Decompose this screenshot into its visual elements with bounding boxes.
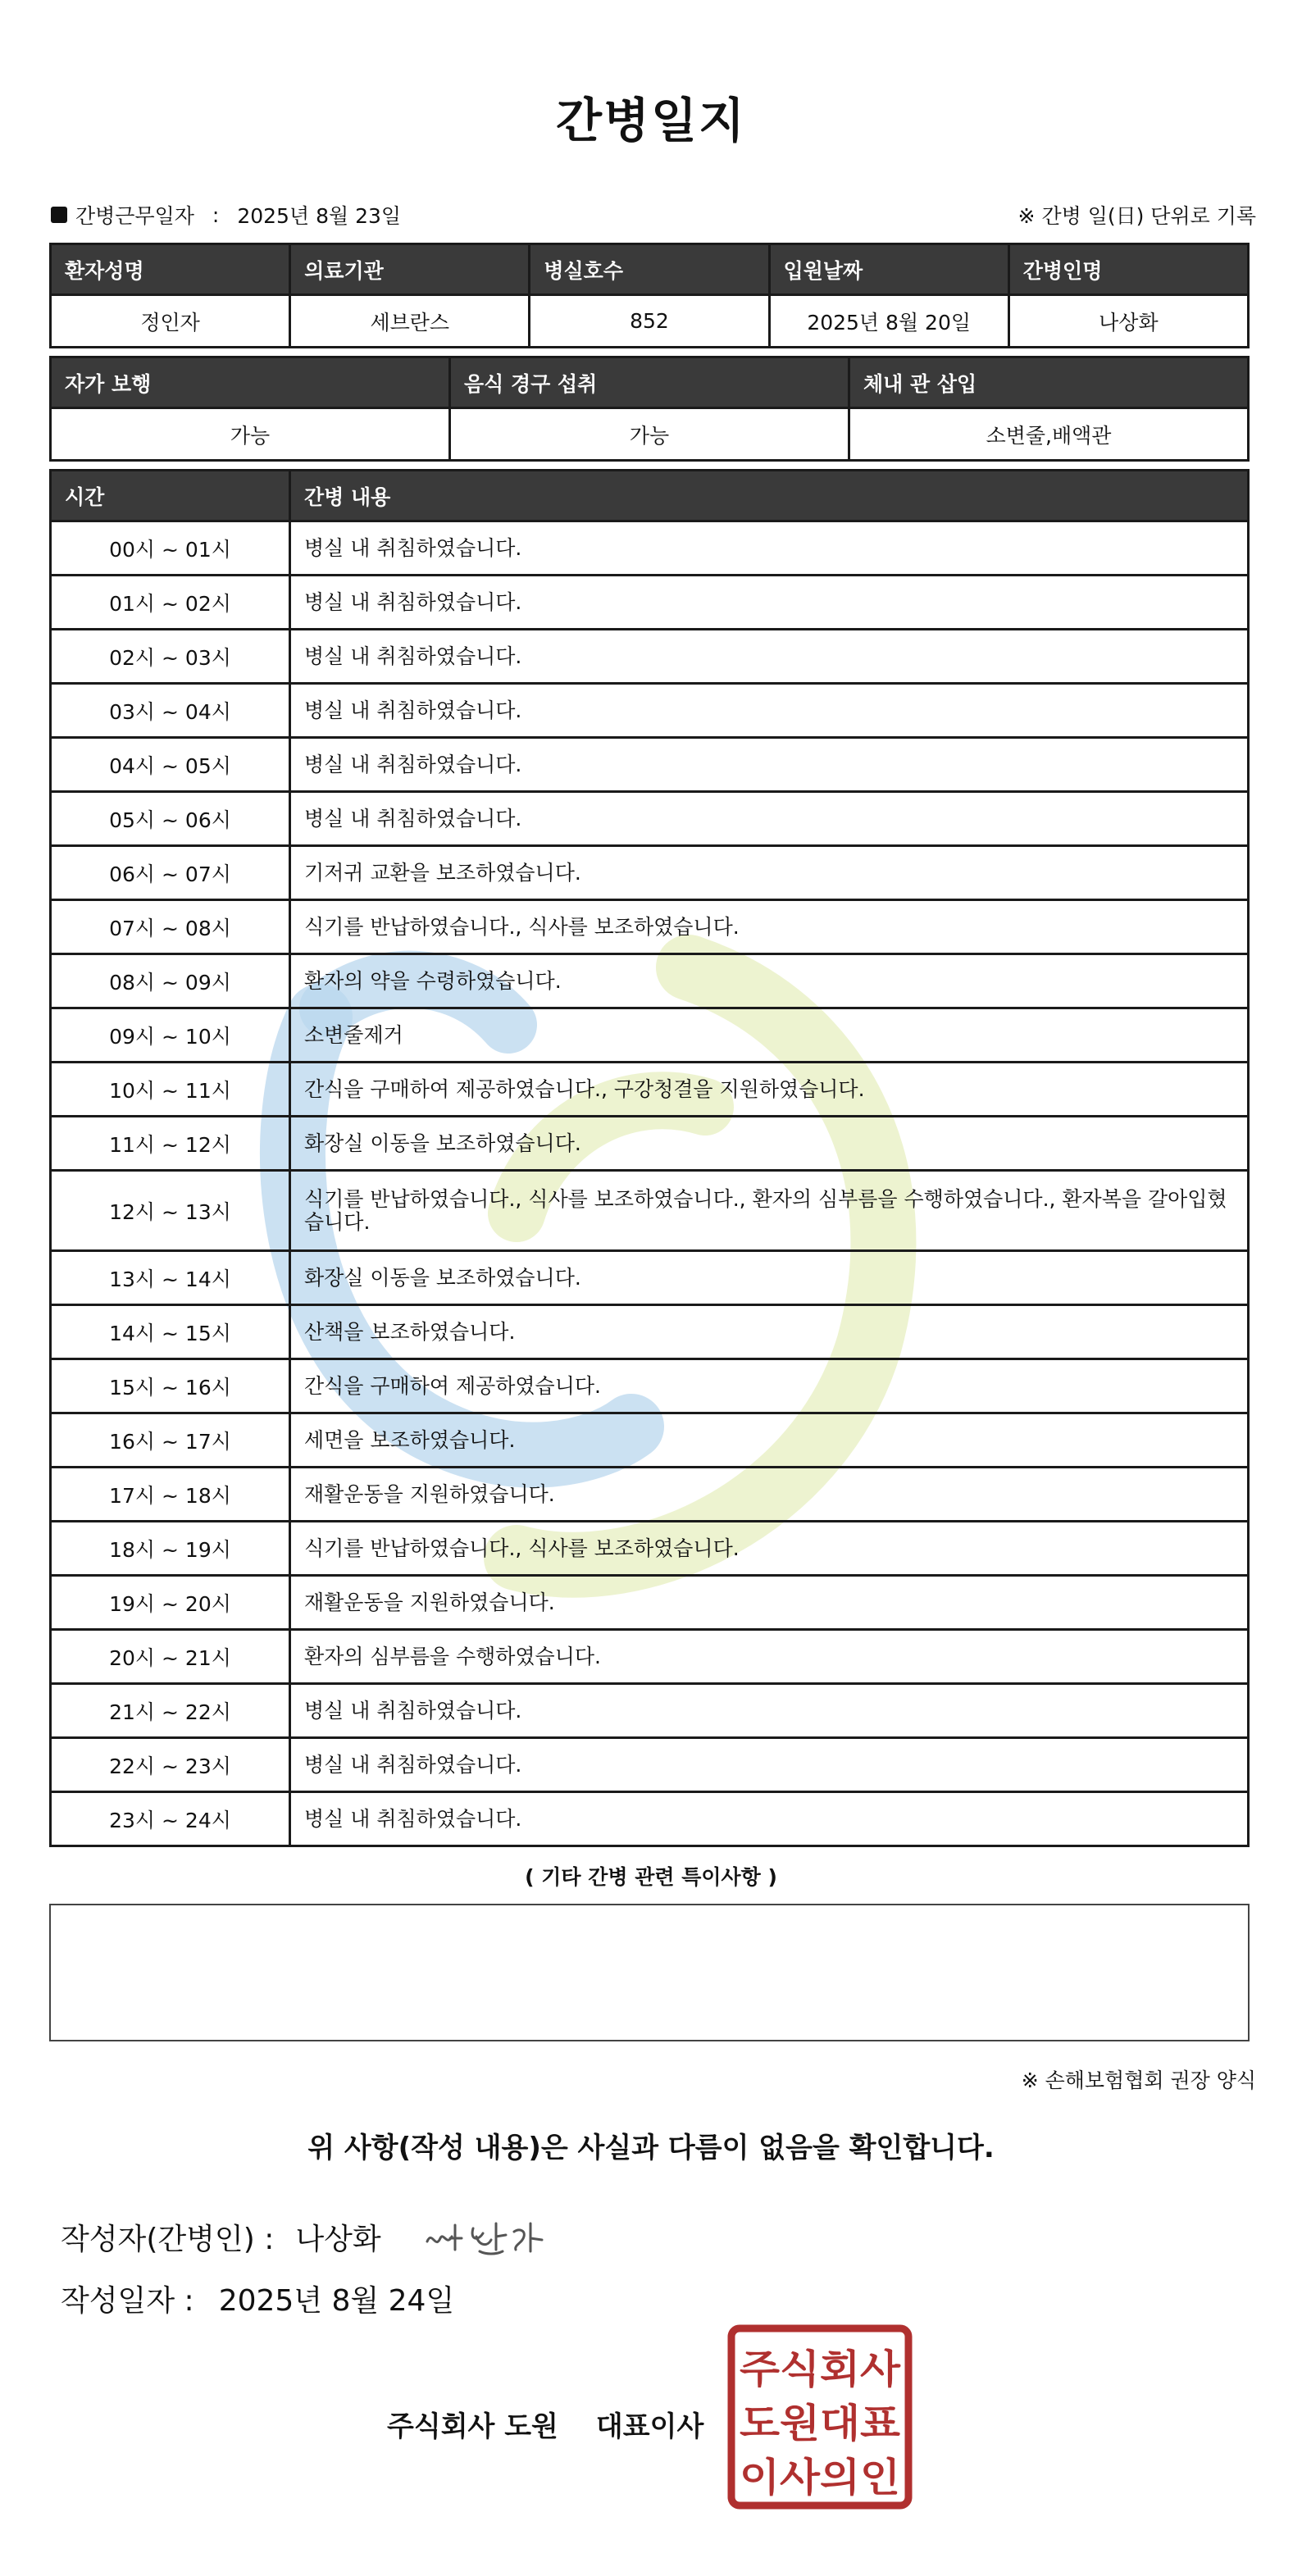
table-row (51, 1359, 1249, 1413)
table-row (51, 1008, 1249, 1063)
table-row (51, 738, 1249, 792)
square-bullet-icon (51, 207, 67, 223)
insurance-note: ※ 손해보험협회 권장 양식 (1021, 2069, 1256, 2092)
header-admission-date: 입원날짜 (769, 244, 1008, 295)
table-row (51, 846, 1249, 900)
table-row (51, 1413, 1249, 1468)
log-time: 08시 ~ 09시 (51, 954, 290, 1008)
table-row (51, 792, 1249, 846)
log-content: 간식을 구매하여 제공하였습니다. (290, 1359, 1249, 1413)
log-content: 식기를 반납하였습니다., 식사를 보조하였습니다. (290, 900, 1249, 954)
header-care-content: 간병 내용 (290, 471, 1249, 521)
table-row (51, 1684, 1249, 1738)
table-row (51, 1251, 1249, 1305)
table-row (51, 1630, 1249, 1684)
remarks-title: ( 기타 간병 관련 특이사항 ) (525, 1865, 777, 1889)
writer-label: 작성자(간병인) : (61, 2222, 275, 2256)
header-tube-insertion: 체내 관 삽입 (849, 357, 1249, 408)
log-time: 03시 ~ 04시 (51, 684, 290, 738)
work-date-label: 간병근무일자 (75, 204, 194, 228)
log-content: 재활운동을 지원하였습니다. (290, 1576, 1249, 1630)
table-row (51, 954, 1249, 1008)
self-walking-value: 가능 (51, 408, 450, 461)
log-time: 00시 ~ 01시 (51, 521, 290, 576)
svg-text:주식회사: 주식회사 (740, 2346, 901, 2392)
header-caregiver-name: 간병인명 (1008, 244, 1248, 295)
log-time: 04시 ~ 05시 (51, 738, 290, 792)
header-self-walking: 자가 보행 (51, 357, 450, 408)
written-date-label: 작성일자 : (61, 2284, 194, 2318)
log-time: 02시 ~ 03시 (51, 630, 290, 684)
table-row (51, 1305, 1249, 1359)
patient-name: 정인자 (51, 295, 290, 348)
log-time: 18시 ~ 19시 (51, 1522, 290, 1576)
log-time: 19시 ~ 20시 (51, 1576, 290, 1630)
table-row (51, 630, 1249, 684)
header-oral-intake: 음식 경구 섭취 (450, 357, 849, 408)
company-representative-title: 대표이사 (595, 2410, 704, 2443)
company-seal-icon (726, 2323, 913, 2510)
company-line (387, 2404, 703, 2444)
log-time: 14시 ~ 15시 (51, 1305, 290, 1359)
log-time: 06시 ~ 07시 (51, 846, 290, 900)
table-row (51, 1171, 1249, 1251)
log-time: 12시 ~ 13시 (51, 1171, 290, 1251)
log-time: 11시 ~ 12시 (51, 1117, 290, 1171)
svg-text:도원대표: 도원대표 (740, 2401, 901, 2446)
header-room-number: 병실호수 (530, 244, 769, 295)
log-content: 병실 내 취침하였습니다. (290, 521, 1249, 576)
oral-intake-value: 가능 (450, 408, 849, 461)
hospital-name: 세브란스 (290, 295, 530, 348)
log-content: 병실 내 취침하였습니다. (290, 792, 1249, 846)
room-number: 852 (530, 295, 769, 348)
work-date-value: 2025년 8월 23일 (237, 204, 402, 228)
log-content: 세면을 보조하였습니다. (290, 1413, 1249, 1468)
log-time: 23시 ~ 24시 (51, 1792, 290, 1846)
patient-info-table (49, 243, 1250, 348)
remarks-box (49, 1904, 1250, 2041)
table-row (51, 1063, 1249, 1117)
table-row (51, 576, 1249, 630)
table-row (51, 1522, 1249, 1576)
writer-name: 나상화 (295, 2222, 381, 2256)
log-time: 16시 ~ 17시 (51, 1413, 290, 1468)
log-time: 10시 ~ 11시 (51, 1063, 290, 1117)
log-time: 07시 ~ 08시 (51, 900, 290, 954)
log-time: 13시 ~ 14시 (51, 1251, 290, 1305)
confirmation-statement: 위 사항(작성 내용)은 사실과 다름이 없음을 확인합니다. (307, 2132, 995, 2164)
log-content: 병실 내 취침하였습니다. (290, 738, 1249, 792)
header-hospital: 의료기관 (290, 244, 530, 295)
table-row (51, 1468, 1249, 1522)
table-row (51, 1792, 1249, 1846)
company-name: 주식회사 도원 (387, 2410, 558, 2443)
table-row (51, 1738, 1249, 1792)
log-content: 식기를 반납하였습니다., 식사를 보조하였습니다. (290, 1522, 1249, 1576)
log-content: 재활운동을 지원하였습니다. (290, 1468, 1249, 1522)
table-row (51, 1576, 1249, 1630)
log-content: 산책을 보조하였습니다. (290, 1305, 1249, 1359)
work-date-separator: : (212, 203, 220, 227)
work-date-line (51, 200, 401, 230)
log-time: 09시 ~ 10시 (51, 1008, 290, 1063)
signature-icon (422, 2214, 553, 2260)
log-content: 기저귀 교환을 보조하였습니다. (290, 846, 1249, 900)
log-time: 20시 ~ 21시 (51, 1630, 290, 1684)
log-content: 환자의 심부름을 수행하였습니다. (290, 1630, 1249, 1684)
log-content: 병실 내 취침하였습니다. (290, 630, 1249, 684)
patient-status-table (49, 356, 1250, 462)
log-content: 화장실 이동을 보조하였습니다. (290, 1251, 1249, 1305)
log-time: 05시 ~ 06시 (51, 792, 290, 846)
log-content: 환자의 약을 수령하였습니다. (290, 954, 1249, 1008)
log-content: 식기를 반납하였습니다., 식사를 보조하였습니다., 환자의 심부름을 수행하였습니다., 환자복을 갈아입혔습니다. (290, 1171, 1249, 1251)
admission-date: 2025년 8월 20일 (769, 295, 1008, 348)
log-content: 병실 내 취침하였습니다. (290, 1792, 1249, 1846)
care-log-table (49, 469, 1250, 1847)
log-content: 병실 내 취침하였습니다. (290, 684, 1249, 738)
header-patient-name: 환자성명 (51, 244, 290, 295)
written-date-value: 2025년 8월 24일 (218, 2284, 455, 2318)
log-content: 화장실 이동을 보조하였습니다. (290, 1117, 1249, 1171)
unit-note: ※ 간병 일(日) 단위로 기록 (1017, 204, 1256, 228)
svg-text:이사의인: 이사의인 (740, 2455, 900, 2501)
log-content: 소변줄제거 (290, 1008, 1249, 1063)
table-row (51, 521, 1249, 576)
caregiver-name: 나상화 (1008, 295, 1248, 348)
log-content: 병실 내 취침하였습니다. (290, 1738, 1249, 1792)
tube-insertion-value: 소변줄,배액관 (849, 408, 1249, 461)
writer-line (61, 2214, 553, 2260)
header-time: 시간 (51, 471, 290, 521)
table-row (51, 1117, 1249, 1171)
document-title: 간병일지 (555, 93, 747, 148)
log-time: 17시 ~ 18시 (51, 1468, 290, 1522)
log-content: 병실 내 취침하였습니다. (290, 576, 1249, 630)
log-time: 22시 ~ 23시 (51, 1738, 290, 1792)
written-date-line (61, 2278, 454, 2319)
log-time: 15시 ~ 16시 (51, 1359, 290, 1413)
log-time: 01시 ~ 02시 (51, 576, 290, 630)
log-content: 병실 내 취침하였습니다. (290, 1684, 1249, 1738)
table-row (51, 684, 1249, 738)
table-row (51, 900, 1249, 954)
log-time: 21시 ~ 22시 (51, 1684, 290, 1738)
log-content: 간식을 구매하여 제공하였습니다., 구강청결을 지원하였습니다. (290, 1063, 1249, 1117)
